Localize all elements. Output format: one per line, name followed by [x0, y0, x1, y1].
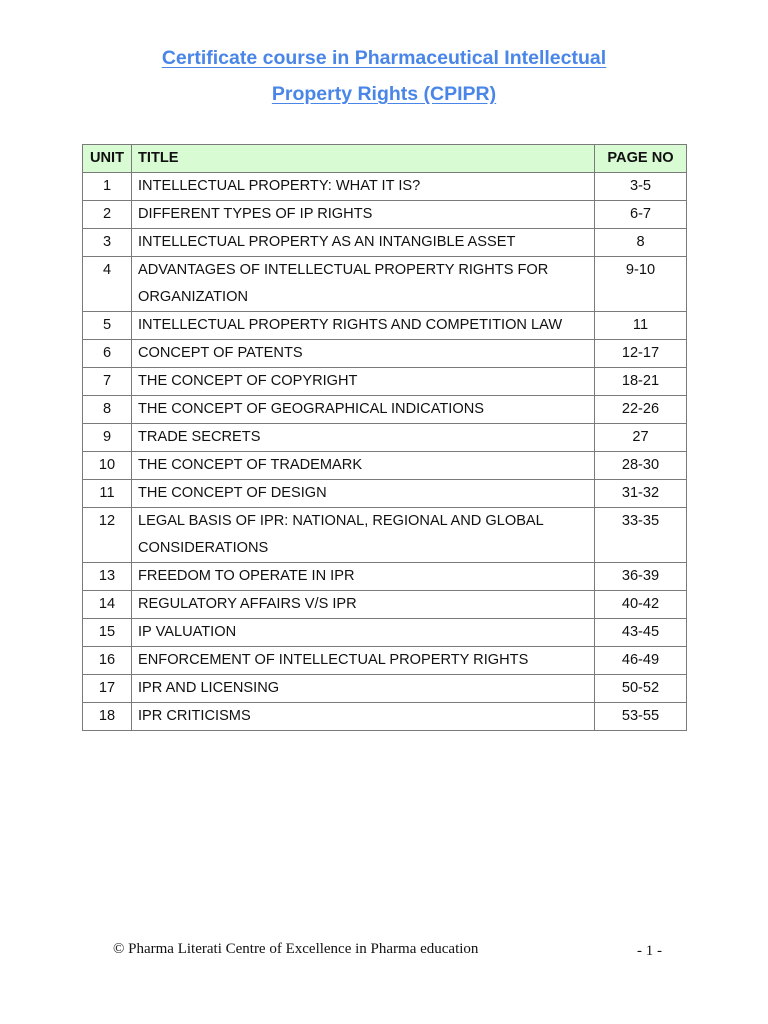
heading-line-1: Certificate course in Pharmaceutical Intellectual — [161, 47, 607, 69]
unit-cell: 7 — [83, 368, 132, 396]
unit-cell: 6 — [83, 340, 132, 368]
page-no-cell: 28-30 — [595, 452, 687, 480]
table-row — [83, 312, 687, 340]
table-header-row — [83, 145, 687, 173]
title-cell: LEGAL BASIS OF IPR: NATIONAL, REGIONAL AND GLOBAL CONSIDERATIONS — [132, 508, 595, 563]
unit-cell: 12 — [83, 508, 132, 563]
page-no-cell: 27 — [595, 424, 687, 452]
page-no-cell: 6-7 — [595, 201, 687, 229]
unit-cell: 5 — [83, 312, 132, 340]
unit-cell: 4 — [83, 257, 132, 312]
table-body — [83, 173, 687, 731]
page-no-cell: 33-35 — [595, 508, 687, 563]
table-row — [83, 563, 687, 591]
header-page-no: PAGE NO — [595, 145, 687, 173]
page-no-cell: 43-45 — [595, 619, 687, 647]
title-cell: IPR AND LICENSING — [132, 675, 595, 703]
unit-cell: 10 — [83, 452, 132, 480]
table-row — [83, 257, 687, 312]
title-cell: INTELLECTUAL PROPERTY: WHAT IT IS? — [132, 173, 595, 201]
table-row — [83, 173, 687, 201]
table-row — [83, 201, 687, 229]
footer-page-number: - 1 - — [637, 943, 662, 959]
document-heading — [0, 40, 768, 112]
page-no-cell: 9-10 — [595, 257, 687, 312]
page-no-cell: 40-42 — [595, 591, 687, 619]
unit-cell: 8 — [83, 396, 132, 424]
title-cell: THE CONCEPT OF COPYRIGHT — [132, 368, 595, 396]
table-row — [83, 675, 687, 703]
title-cell: IPR CRITICISMS — [132, 703, 595, 731]
page-no-cell: 50-52 — [595, 675, 687, 703]
title-cell: THE CONCEPT OF DESIGN — [132, 480, 595, 508]
header-unit: UNIT — [83, 145, 132, 173]
page-no-cell: 18-21 — [595, 368, 687, 396]
unit-cell: 1 — [83, 173, 132, 201]
page-no-cell: 46-49 — [595, 647, 687, 675]
table-row — [83, 703, 687, 731]
unit-cell: 16 — [83, 647, 132, 675]
table-row — [83, 452, 687, 480]
page-no-cell: 3-5 — [595, 173, 687, 201]
header-title: TITLE — [132, 145, 595, 173]
table-row — [83, 480, 687, 508]
table-row — [83, 619, 687, 647]
unit-cell: 3 — [83, 229, 132, 257]
table-row — [83, 396, 687, 424]
table-row — [83, 229, 687, 257]
unit-cell: 15 — [83, 619, 132, 647]
title-cell: INTELLECTUAL PROPERTY AS AN INTANGIBLE ASSET — [132, 229, 595, 257]
title-cell: THE CONCEPT OF GEOGRAPHICAL INDICATIONS — [132, 396, 595, 424]
page-no-cell: 12-17 — [595, 340, 687, 368]
table-row — [83, 508, 687, 563]
title-cell: ENFORCEMENT OF INTELLECTUAL PROPERTY RIGHTS — [132, 647, 595, 675]
page-no-cell: 53-55 — [595, 703, 687, 731]
unit-cell: 11 — [83, 480, 132, 508]
title-cell: CONCEPT OF PATENTS — [132, 340, 595, 368]
title-cell: TRADE SECRETS — [132, 424, 595, 452]
unit-cell: 9 — [83, 424, 132, 452]
table-row — [83, 424, 687, 452]
title-cell: FREEDOM TO OPERATE IN IPR — [132, 563, 595, 591]
page-no-cell: 8 — [595, 229, 687, 257]
page-footer — [0, 941, 768, 965]
title-cell: INTELLECTUAL PROPERTY RIGHTS AND COMPETITION LAW — [132, 312, 595, 340]
table-row — [83, 340, 687, 368]
page-no-cell: 36-39 — [595, 563, 687, 591]
page-no-cell: 22-26 — [595, 396, 687, 424]
title-cell: IP VALUATION — [132, 619, 595, 647]
unit-cell: 13 — [83, 563, 132, 591]
unit-cell: 2 — [83, 201, 132, 229]
unit-cell: 18 — [83, 703, 132, 731]
table-row — [83, 647, 687, 675]
title-cell: DIFFERENT TYPES OF IP RIGHTS — [132, 201, 595, 229]
unit-cell: 17 — [83, 675, 132, 703]
page-no-cell: 31-32 — [595, 480, 687, 508]
title-cell: REGULATORY AFFAIRS V/S IPR — [132, 591, 595, 619]
page-no-cell: 11 — [595, 312, 687, 340]
unit-cell: 14 — [83, 591, 132, 619]
heading-line-2: Property Rights (CPIPR) — [271, 83, 497, 105]
table-row — [83, 591, 687, 619]
title-cell: ADVANTAGES OF INTELLECTUAL PROPERTY RIGHTS FOR ORGANIZATION — [132, 257, 595, 312]
footer-copyright: © Pharma Literati Centre of Excellence in Pharma education — [113, 941, 479, 957]
title-cell: THE CONCEPT OF TRADEMARK — [132, 452, 595, 480]
contents-table — [82, 144, 687, 731]
table-row — [83, 368, 687, 396]
